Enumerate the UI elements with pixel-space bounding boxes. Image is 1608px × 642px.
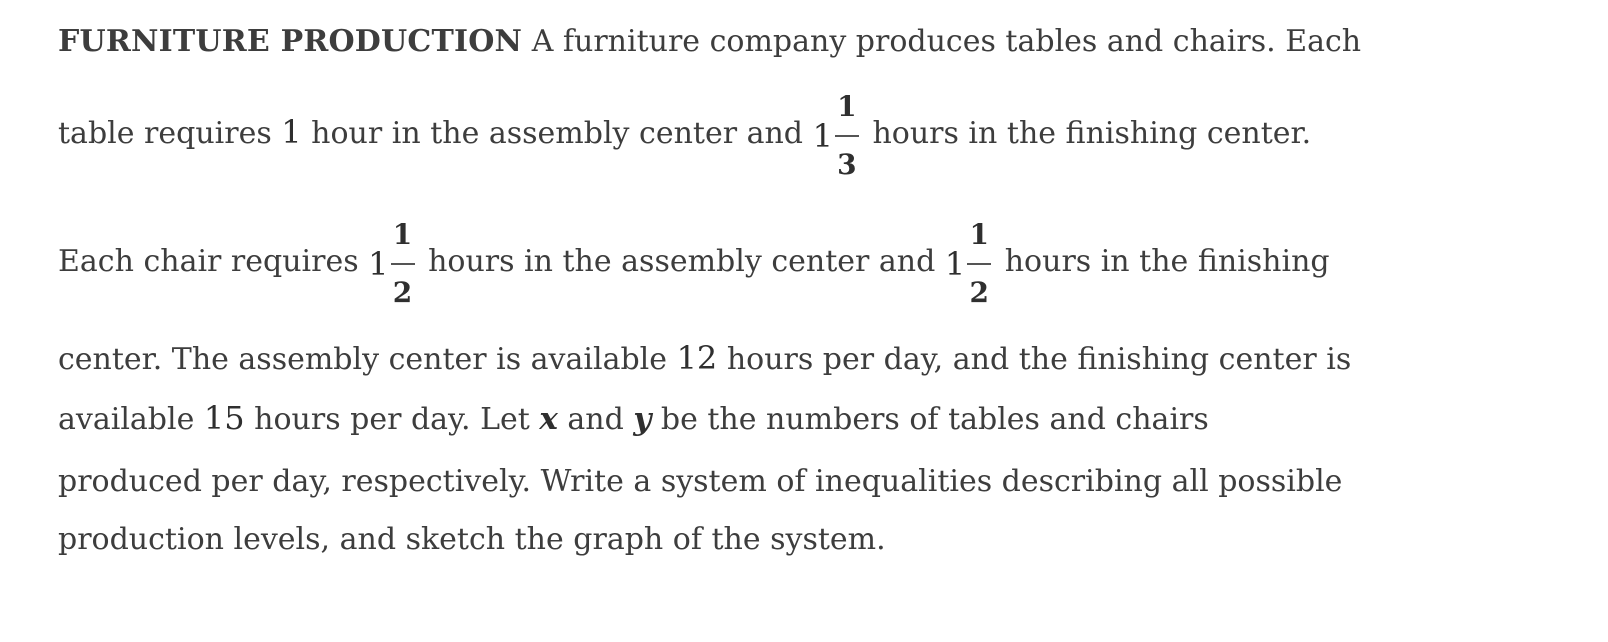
line-4 [58, 340, 1351, 378]
line-5-text-d: be the numbers of tables and chairs [651, 402, 1209, 437]
line-5-text-b: hours per day. Let [244, 402, 540, 437]
line-5 [58, 400, 1209, 438]
mixed-whole: 1 [944, 244, 966, 283]
line-3-text-c: hours in the finishing [995, 244, 1330, 279]
mixed-number-assembly-chair [368, 211, 418, 316]
line-2-text-c: hours in the finishing center. [862, 116, 1312, 151]
line-3-text-a: Each chair requires [58, 244, 369, 279]
mixed-whole: 1 [368, 244, 389, 283]
line-5-number: 15 [203, 399, 245, 437]
fraction-denominator: 2 [392, 275, 413, 309]
line-2-number: 1 [281, 113, 302, 151]
fraction [391, 217, 415, 309]
line-7 [58, 522, 886, 558]
fraction-numerator: 1 [837, 89, 857, 123]
mixed-number-finishing-table [813, 83, 863, 188]
variable-x: x [539, 401, 558, 437]
problem-heading: FURNITURE PRODUCTION [58, 24, 523, 59]
line-6 [58, 464, 1342, 500]
line-3-text-b: hours in the assembly center and [418, 244, 945, 279]
line-6-text: produced per day, respectively. Write a system of inequalities describing all possible [58, 464, 1343, 499]
line-2 [58, 80, 1311, 188]
fraction-denominator: 3 [837, 147, 857, 181]
line-1 [58, 24, 1361, 60]
line-2-text-b: hour in the assembly center and [301, 116, 813, 151]
line-3 [58, 210, 1330, 316]
line-7-text: production levels, and sketch the graph of the system. [58, 522, 886, 557]
line-5-text-a: available [58, 402, 204, 437]
fraction-numerator: 1 [392, 217, 413, 251]
fraction-denominator: 2 [969, 275, 989, 309]
mixed-number-finishing-chair [945, 211, 995, 316]
line-4-number: 12 [676, 339, 718, 377]
line-4-text-a: center. The assembly center is available [58, 342, 677, 377]
line-1-text: A furniture company produces tables and chairs. Each [522, 24, 1362, 59]
fraction-numerator: 1 [969, 217, 989, 251]
fraction [835, 89, 859, 181]
line-4-text-b: hours per day, and the finishing center is [717, 342, 1352, 377]
mixed-whole: 1 [812, 116, 833, 155]
fraction [967, 217, 991, 309]
variable-y: y [633, 401, 652, 437]
line-5-text-c: and [557, 402, 634, 437]
line-2-text-a: table requires [58, 116, 282, 151]
